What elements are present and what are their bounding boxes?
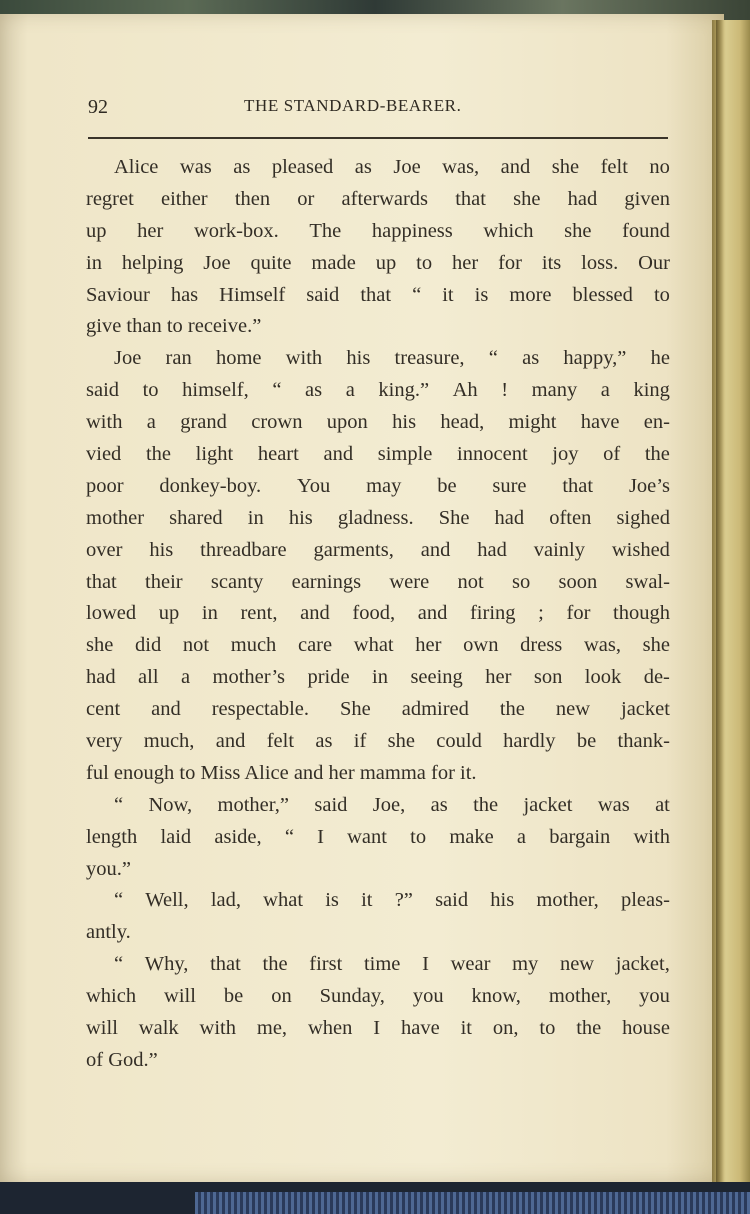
body-text xyxy=(86,152,670,1077)
text-line: give than to receive.” xyxy=(86,315,262,338)
text-line: length laid aside, “ I want to make a bargain with xyxy=(86,825,670,848)
text-line: Joe ran home with his treasure, “ as happy,” he xyxy=(114,347,670,370)
text-line: said to himself, “ as a king.” Ah ! many a king xyxy=(86,379,670,402)
page-number: 92 xyxy=(88,96,108,118)
text-line: of God.” xyxy=(86,1048,158,1071)
text-line: antly. xyxy=(86,921,131,944)
gutter-shadow xyxy=(716,20,724,1182)
text-line: “ Now, mother,” said Joe, as the jacket was at xyxy=(114,793,670,816)
text-line: “ Why, that the first time I wear my new jacket, xyxy=(114,953,670,976)
book-cover-pattern xyxy=(195,1192,750,1214)
text-line: vied the light heart and simple innocent joy of the xyxy=(86,443,670,466)
text-line: Saviour has Himself said that “ it is more blessed to xyxy=(86,283,670,306)
header-rule xyxy=(88,137,668,139)
text-line: over his threadbare garments, and had vainly wished xyxy=(86,538,670,561)
text-line: poor donkey-boy. You may be sure that Joe’s xyxy=(86,474,670,497)
text-line: that their scanty earnings were not so soon swal- xyxy=(86,570,670,593)
text-line: lowed up in rent, and food, and firing ; for though xyxy=(86,602,670,625)
text-line: she did not much care what her own dress was, she xyxy=(86,634,670,657)
text-line: regret either then or afterwards that she had given xyxy=(86,187,670,210)
text-line: will walk with me, when I have it on, to the house xyxy=(86,1017,670,1040)
text-line: very much, and felt as if she could hardly be thank- xyxy=(86,730,670,753)
text-line: which will be on Sunday, you know, mother, you xyxy=(86,985,670,1008)
text-line: had all a mother’s pride in seeing her son look de- xyxy=(86,666,670,689)
text-line: up her work-box. The happiness which she found xyxy=(86,219,670,242)
text-line: Alice was as pleased as Joe was, and she felt no xyxy=(114,156,670,178)
text-line: ful enough to Miss Alice and her mamma for it. xyxy=(86,761,477,784)
running-title: THE STANDARD-BEARER. xyxy=(244,96,462,115)
text-line: you.” xyxy=(86,857,131,880)
text-line: with a grand crown upon his head, might have en- xyxy=(86,411,670,434)
running-head xyxy=(88,96,670,126)
text-line: in helping Joe quite made up to her for its loss. Our xyxy=(86,251,670,274)
text-line: “ Well, lad, what is it ?” said his mother, pleas- xyxy=(114,889,670,912)
text-line: cent and respectable. She admired the new jacket xyxy=(86,698,670,721)
text-line: mother shared in his gladness. She had often sighed xyxy=(86,506,670,529)
